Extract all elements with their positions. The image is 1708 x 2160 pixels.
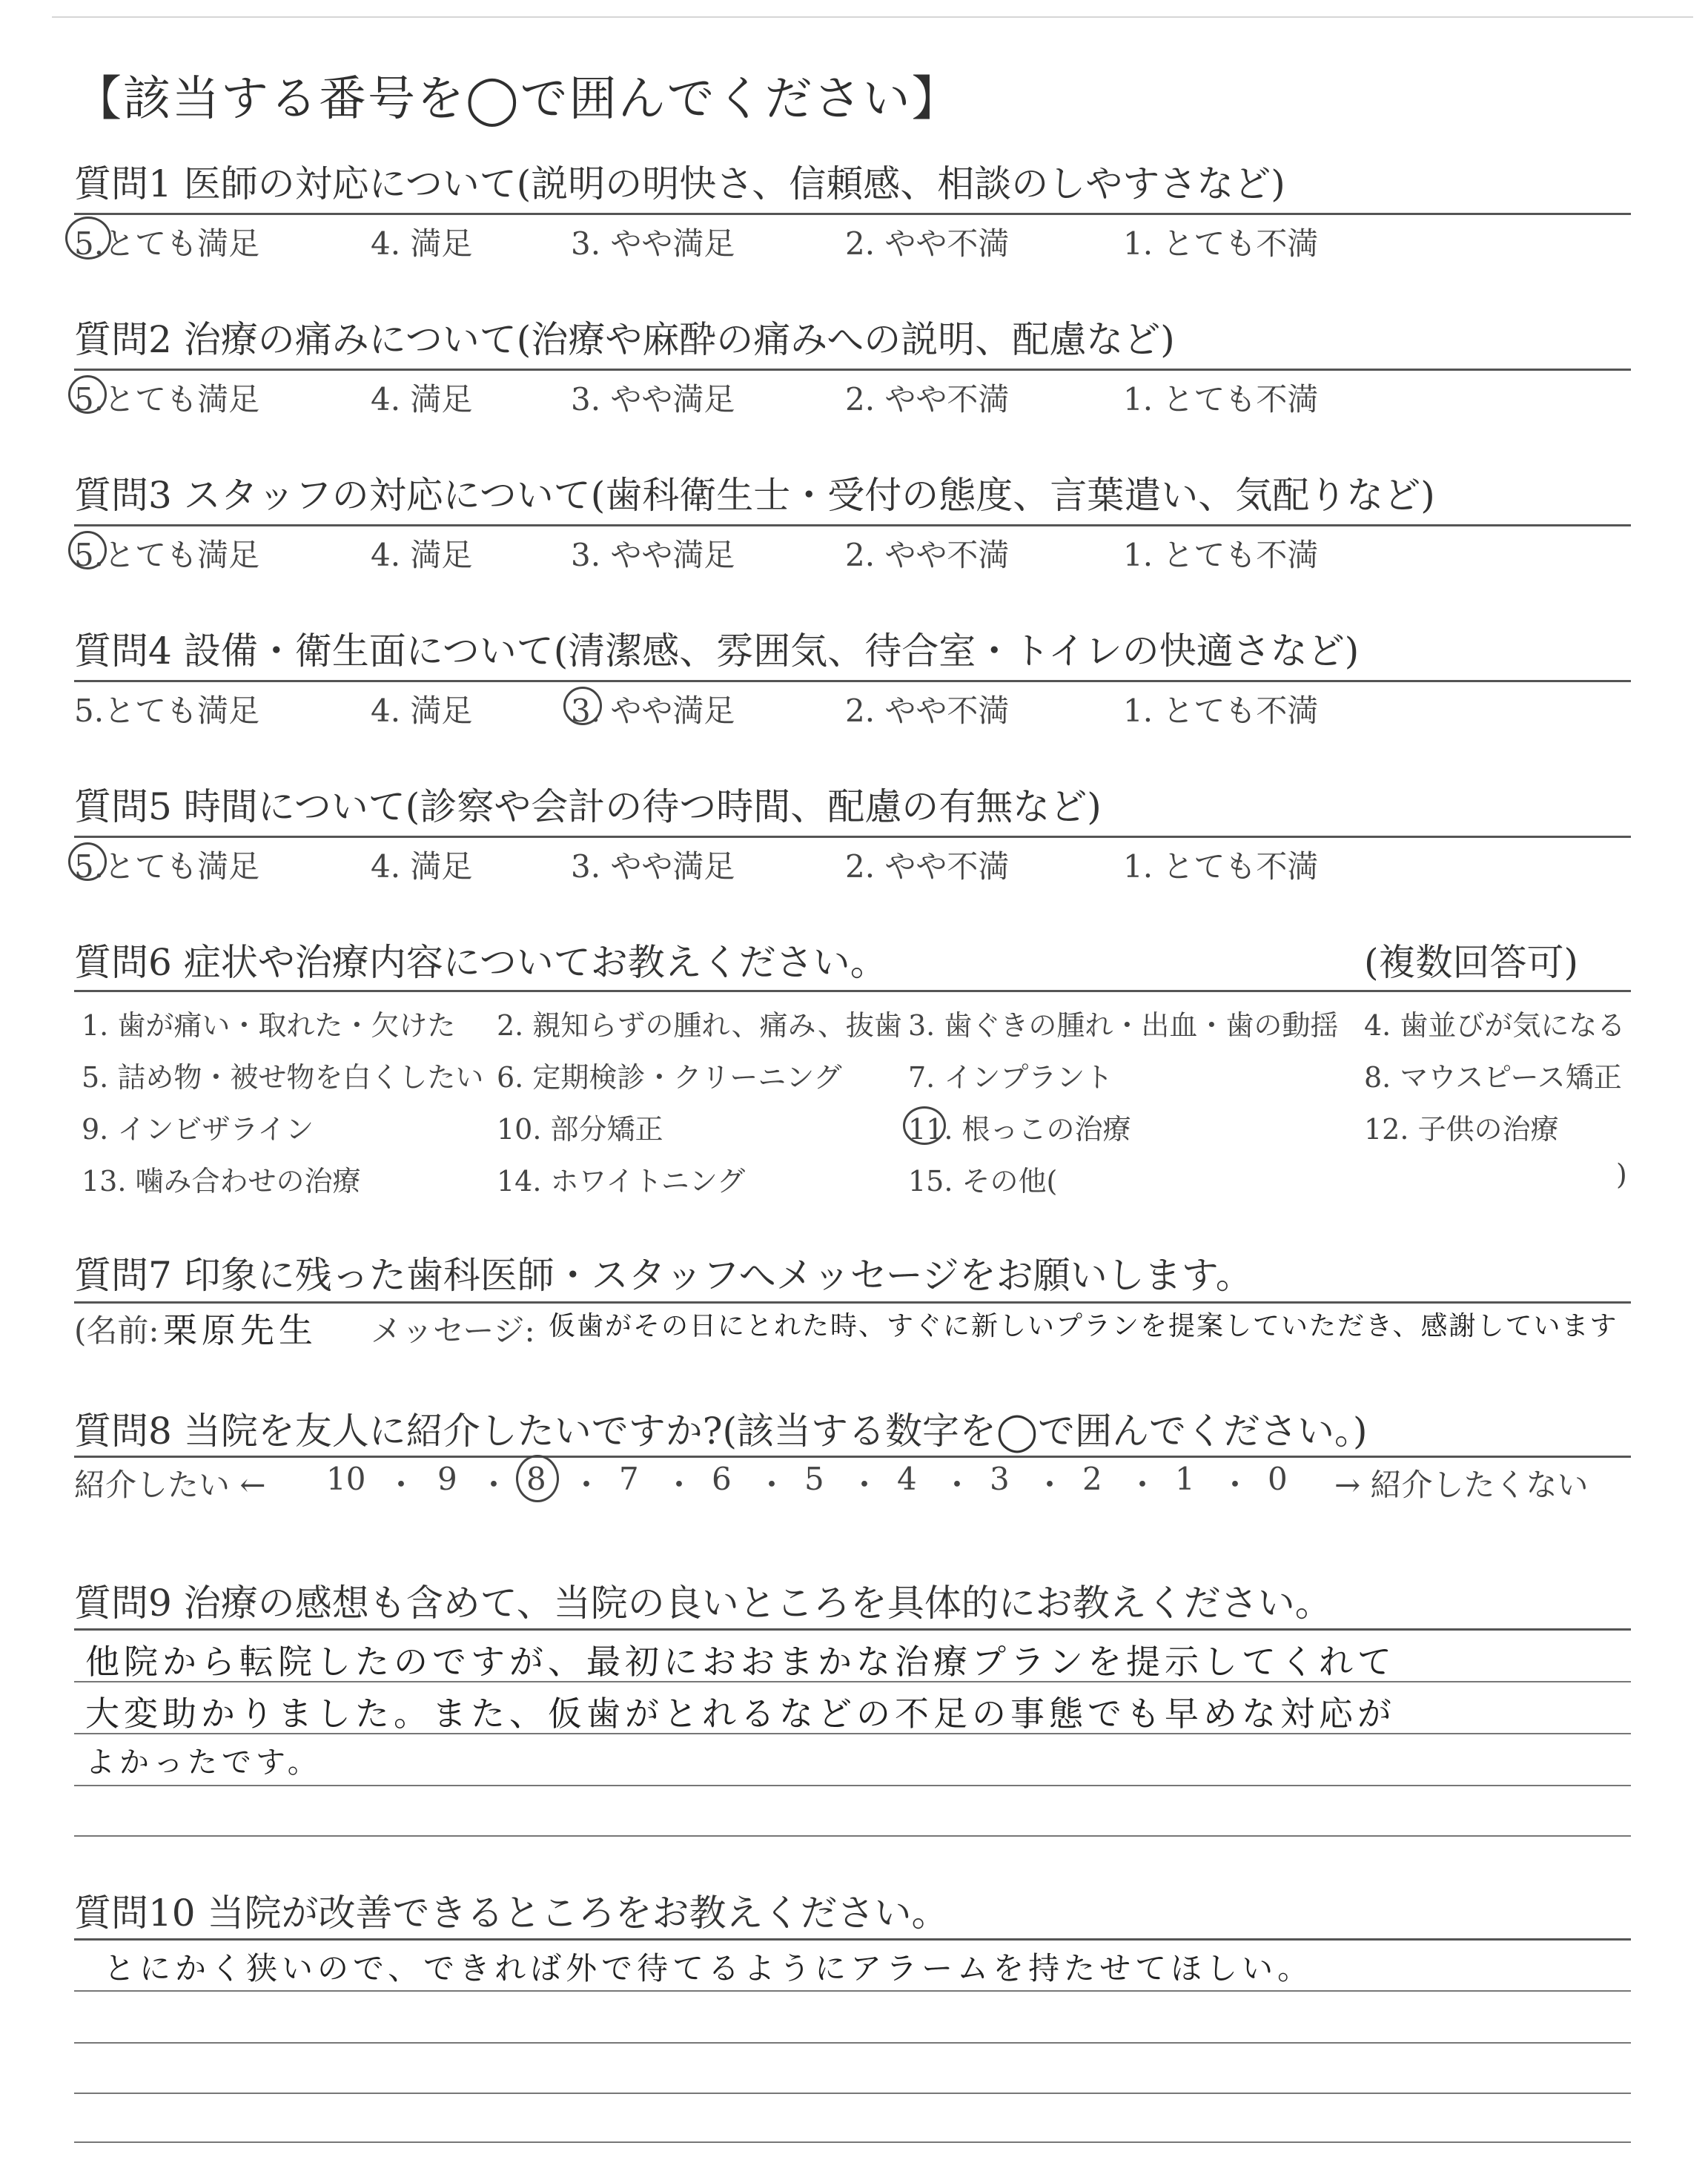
top-border — [52, 16, 1693, 18]
rating-option-4[interactable]: 4. 満足 — [371, 537, 473, 573]
symptom-option[interactable]: 13. 噛み合わせの治療 — [82, 1165, 361, 1198]
symptom-option[interactable]: 8. マウスピース矯正 — [1364, 1061, 1622, 1094]
rating-options — [74, 842, 1631, 887]
rating-options — [74, 687, 1631, 731]
scale-right-label: → 紹介したくない — [1334, 1467, 1589, 1503]
question-label: 質問6 症状や治療内容についてお教えください。 — [74, 941, 887, 984]
rating-option-3[interactable]: 3. やや満足 — [571, 537, 735, 573]
answer-line — [74, 2042, 1631, 2044]
question-rule — [74, 990, 1631, 992]
rating-option-5[interactable]: 5.とても満足 — [74, 693, 260, 729]
rating-option-1[interactable]: 1. とても不満 — [1123, 381, 1319, 417]
question-label: 質問8 当院を友人に紹介したいですか?(該当する数字を◯で囲んでください。) — [74, 1410, 1368, 1453]
symptom-option[interactable]: 7. インプラント — [908, 1061, 1113, 1094]
scale-left-label: 紹介したい ← — [74, 1467, 266, 1503]
rating-option-2[interactable]: 2. やや不満 — [845, 225, 1010, 262]
symptom-option[interactable]: 10. 部分矯正 — [497, 1113, 663, 1146]
answer-line — [74, 2141, 1631, 2143]
scale-value[interactable]: 2 — [1082, 1461, 1102, 1497]
other-close-paren: ) — [1616, 1158, 1627, 1191]
answer-line — [74, 1628, 1631, 1631]
scale-value[interactable]: 0 — [1268, 1461, 1288, 1497]
symptom-option[interactable]: 12. 子供の治療 — [1364, 1113, 1559, 1146]
question-label: 質問2 治療の痛みについて(治療や麻酔の痛みへの説明、配慮など) — [74, 318, 1175, 361]
rating-option-5[interactable]: 5.とても満足 — [74, 537, 260, 573]
selection-circle-mark — [68, 375, 107, 414]
rating-option-3[interactable]: 3. やや満足 — [571, 848, 735, 885]
selection-circle-mark — [65, 217, 111, 260]
symptom-option[interactable]: 2. 親知らずの腫れ、痛み、抜歯 — [497, 1009, 902, 1042]
rating-option-2[interactable]: 2. やや不満 — [845, 693, 1010, 729]
scale-value[interactable]: 6 — [712, 1461, 732, 1497]
question-label: 質問5 時間について(診察や会計の待つ時間、配慮の有無など) — [74, 785, 1102, 828]
rating-options — [74, 531, 1631, 575]
handwritten-answer-line[interactable]: 大変助かりました。また、仮歯がとれるなどの不足の事態でも早めな対応が — [85, 1694, 1396, 1734]
answer-line — [74, 1785, 1631, 1786]
question-rule — [74, 369, 1631, 371]
message-label: メッセージ: — [371, 1312, 535, 1349]
message-row — [74, 1307, 1631, 1351]
question-rule — [74, 1456, 1631, 1458]
rating-option-2[interactable]: 2. やや不満 — [845, 848, 1010, 885]
multiple-answer-note: (複数回答可) — [1364, 941, 1579, 984]
rating-option-4[interactable]: 4. 満足 — [371, 381, 473, 417]
question-label: 質問9 治療の感想も含めて、当院の良いところを具体的にお教えください。 — [74, 1582, 1332, 1625]
question-label: 質問10 当院が改善できるところをお教えください。 — [74, 1892, 949, 1935]
selection-circle-mark — [68, 842, 107, 881]
scale-value[interactable]: 5 — [804, 1461, 824, 1497]
question-label: 質問7 印象に残った歯科医師・スタッフへメッセージをお願いします。 — [74, 1254, 1253, 1297]
answer-line — [74, 2093, 1631, 2094]
symptom-option[interactable]: 4. 歯並びが気になる — [1364, 1009, 1626, 1042]
question-label: 質問1 医師の対応について(説明の明快さ、信頼感、相談のしやすさなど) — [74, 162, 1285, 205]
rating-option-4[interactable]: 4. 満足 — [371, 848, 473, 885]
rating-option-2[interactable]: 2. やや不満 — [845, 381, 1010, 417]
answer-line — [74, 1835, 1631, 1837]
name-label: (名前: — [74, 1312, 159, 1349]
rating-option-5[interactable]: 5.とても満足 — [74, 225, 260, 262]
question-rule — [74, 524, 1631, 526]
selection-circle-mark — [516, 1455, 559, 1502]
scale-value[interactable]: 4 — [897, 1461, 917, 1497]
question-label: 質問4 設備・衛生面について(清潔感、雰囲気、待合室・トイレの快適さなど) — [74, 630, 1360, 673]
question-rule — [74, 680, 1631, 682]
handwritten-answer-line[interactable]: よかったです。 — [85, 1745, 322, 1780]
rating-option-1[interactable]: 1. とても不満 — [1123, 537, 1319, 573]
rating-option-1[interactable]: 1. とても不満 — [1123, 225, 1319, 262]
rating-option-5[interactable]: 5.とても満足 — [74, 381, 260, 417]
rating-option-4[interactable]: 4. 満足 — [371, 225, 473, 262]
rating-option-5[interactable]: 5.とても満足 — [74, 848, 260, 885]
question-label: 質問3 スタッフの対応について(歯科衛生士・受付の態度、言葉遣い、気配りなど) — [74, 474, 1435, 517]
rating-option-4[interactable]: 4. 満足 — [371, 693, 473, 729]
symptom-option[interactable]: 1. 歯が痛い・取れた・欠けた — [82, 1009, 456, 1042]
handwritten-answer-line[interactable]: 他院から転院したのですが、最初におおまかな治療プランを提示してくれて — [85, 1642, 1396, 1682]
selection-circle-mark — [903, 1106, 946, 1145]
question-rule — [74, 836, 1631, 838]
rating-options — [74, 375, 1631, 420]
rating-option-3[interactable]: 3. やや満足 — [571, 693, 735, 729]
scale-value[interactable]: 10 — [326, 1461, 366, 1497]
symptom-option[interactable]: 14. ホワイトニング — [497, 1165, 746, 1198]
answer-line — [74, 1938, 1631, 1941]
scale-value[interactable]: 3 — [990, 1461, 1010, 1497]
symptom-option[interactable]: 9. インビザライン — [82, 1113, 314, 1146]
rating-option-3[interactable]: 3. やや満足 — [571, 381, 735, 417]
scale-value[interactable]: 8 — [526, 1461, 546, 1497]
selection-circle-mark — [563, 687, 602, 725]
handwritten-answer-line[interactable]: とにかく狭いので、できれば外で待てるようにアラームを持たせてほしい。 — [104, 1950, 1314, 1986]
scale-value[interactable]: 7 — [619, 1461, 639, 1497]
symptom-option[interactable]: 5. 詰め物・被せ物を白くしたい — [82, 1061, 484, 1094]
rating-option-2[interactable]: 2. やや不満 — [845, 537, 1010, 573]
question-rule — [74, 213, 1631, 215]
message-value-handwritten[interactable]: 仮歯がその日にとれた時、すぐに新しいプランを提案していただき、感謝しています — [549, 1311, 1618, 1341]
selection-circle-mark — [68, 531, 107, 569]
rating-options — [74, 219, 1631, 264]
symptom-option[interactable]: 11. 根っこの治療 — [908, 1113, 1131, 1146]
symptom-option[interactable]: 3. 歯ぐきの腫れ・出血・歯の動揺 — [908, 1009, 1339, 1042]
symptom-option[interactable]: 15. その他( — [908, 1165, 1058, 1198]
form-title: 【該当する番号を◯で囲んでください】 — [74, 72, 961, 127]
scale-value[interactable]: 9 — [437, 1461, 457, 1497]
scale-value[interactable]: 1 — [1175, 1461, 1195, 1497]
name-value-handwritten[interactable]: 栗原先生 — [163, 1310, 317, 1350]
symptom-option[interactable]: 6. 定期検診・クリーニング — [497, 1061, 842, 1094]
rating-option-3[interactable]: 3. やや満足 — [571, 225, 735, 262]
rating-option-1[interactable]: 1. とても不満 — [1123, 848, 1319, 885]
rating-option-1[interactable]: 1. とても不満 — [1123, 693, 1319, 729]
answer-line — [74, 1990, 1631, 1992]
